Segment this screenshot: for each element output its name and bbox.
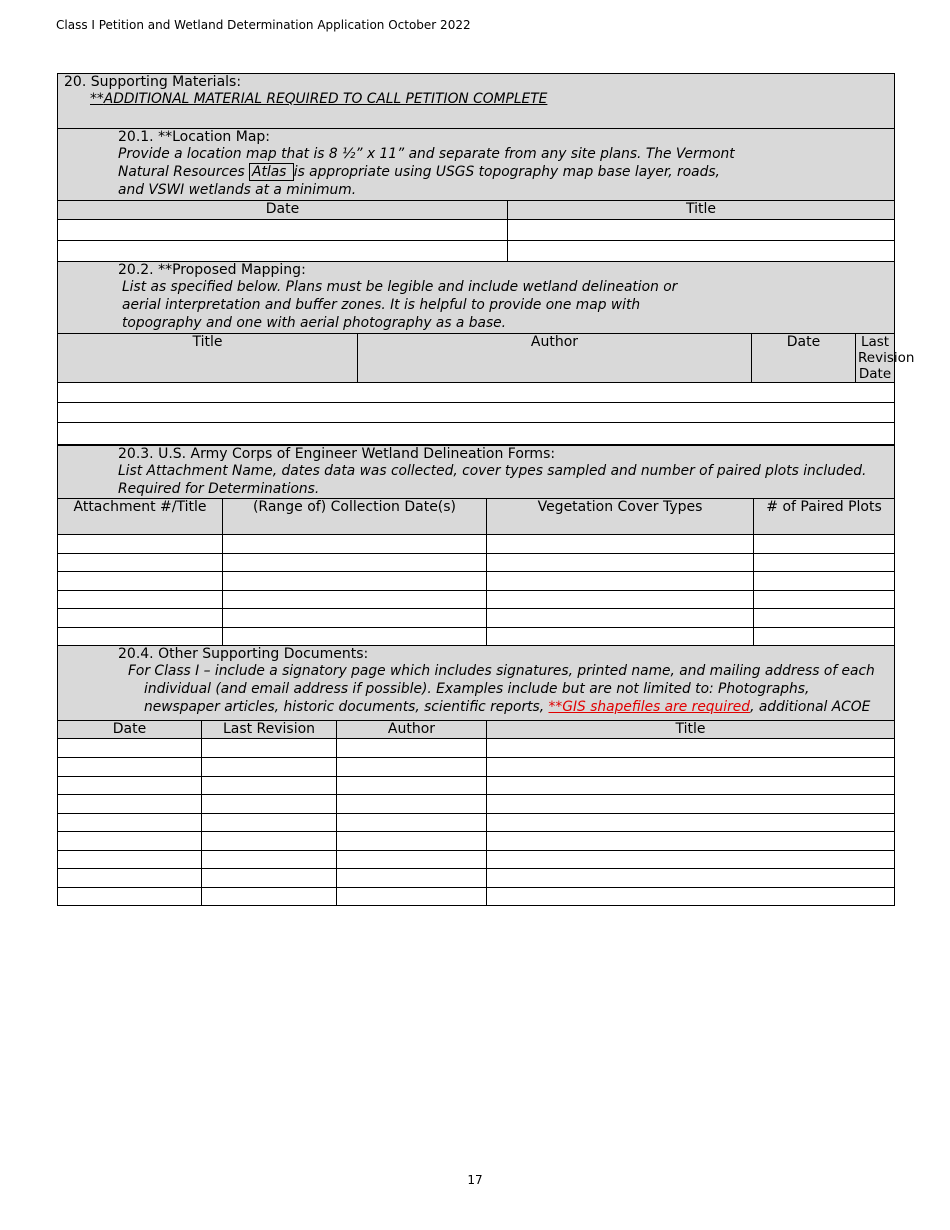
title-cell[interactable] [508,220,895,241]
mapping-entry-cell[interactable] [58,403,895,423]
col-last-revision-date: Last Revision Date [856,334,895,383]
s203-column-headers [58,499,895,535]
col-attachment-title: Attachment #/Title [58,499,223,535]
table-row [58,535,895,554]
table-row [58,814,895,832]
section-20-2-title: 20.2. **Proposed Mapping: [118,262,306,278]
col-author: Author [358,334,752,383]
section-20-1-title: 20.1. **Location Map: [118,129,271,145]
section-20-3-desc: List Attachment Name, dates data was collected, cover types sampled and number of paired plots included. Required for Determinations. [118,462,867,497]
table-row [58,888,895,906]
col-collection-dates: (Range of) Collection Date(s) [223,499,487,535]
table-row [58,851,895,869]
col-paired-plots: # of Paired Plots [754,499,895,535]
table-row [58,628,895,646]
table-row [58,572,895,591]
table-row [58,739,895,758]
table-row [58,777,895,795]
col-date: Date [58,721,202,739]
table-row [58,403,895,423]
table-row [58,758,895,777]
table-row [58,554,895,572]
col-title: Title [58,334,358,383]
section-20-2-header [58,262,895,334]
col-vegetation-cover-types: Vegetation Cover Types [487,499,754,535]
col-title: Title [508,201,895,220]
atlas-link[interactable]: Atlas [249,163,294,181]
section-20-4-title: 20.4. Other Supporting Documents: [118,646,369,662]
section-20-4-header [58,646,895,721]
section-20-4-desc: For Class I – include a signatory page which includes signatures, printed name, and mailing address of each individual (and email address if possible). Examples include but are not limited to: Photographs, newspaper articles, historic documents, scientific reports, **GIS shapefiles are required, additional ACOE [128,663,875,715]
col-title: Title [487,721,895,739]
mapping-entry-cell[interactable] [58,383,895,403]
section-20-3-header [58,445,895,499]
table-row [58,383,895,403]
section-20-title: 20. Supporting Materials: [64,74,242,90]
section-20-2-desc: List as specified below. Plans must be legible and include wetland delineation or aerial interpretation and buffer zones. It is helpful to provide one map with topography and one with aerial photography as a base. [122,279,678,331]
table-row [58,609,895,628]
table-row [58,795,895,814]
date-cell[interactable] [58,241,508,262]
gis-shapefiles-required-note: **GIS shapefiles are required [548,699,751,715]
col-author: Author [337,721,487,739]
col-last-revision: Last Revision [202,721,337,739]
s204-column-headers [58,721,895,739]
table-row [58,423,895,445]
title-cell[interactable] [508,241,895,262]
supporting-materials-table [57,73,915,906]
section-20-header [58,74,895,129]
section-20-1-header [58,129,895,201]
col-date: Date [58,201,508,220]
page-number: 17 [467,1173,483,1187]
table-row [58,241,895,262]
table-row [58,220,895,241]
section-20-1-desc: Provide a location map that is 8 ½” x 11” and separate from any site plans. The Vermont Natural Resources Atlas is appropriate using USGS topography map base layer, roads, and VSWI wetlands at a minimum. [118,146,735,198]
s202-column-headers [58,334,895,383]
s201-column-headers [58,201,895,220]
page-header: Class I Petition and Wetland Determination Application October 2022 [56,18,471,32]
required-note: **ADDITIONAL MATERIAL REQUIRED TO CALL PETITION COMPLETE [90,91,548,107]
date-cell[interactable] [58,220,508,241]
table-row [58,869,895,888]
mapping-entry-cell[interactable] [58,423,895,445]
table-row [58,832,895,851]
col-date: Date [752,334,856,383]
section-20-3-title: 20.3. U.S. Army Corps of Engineer Wetland Delineation Forms: [118,445,556,462]
table-row [58,591,895,609]
